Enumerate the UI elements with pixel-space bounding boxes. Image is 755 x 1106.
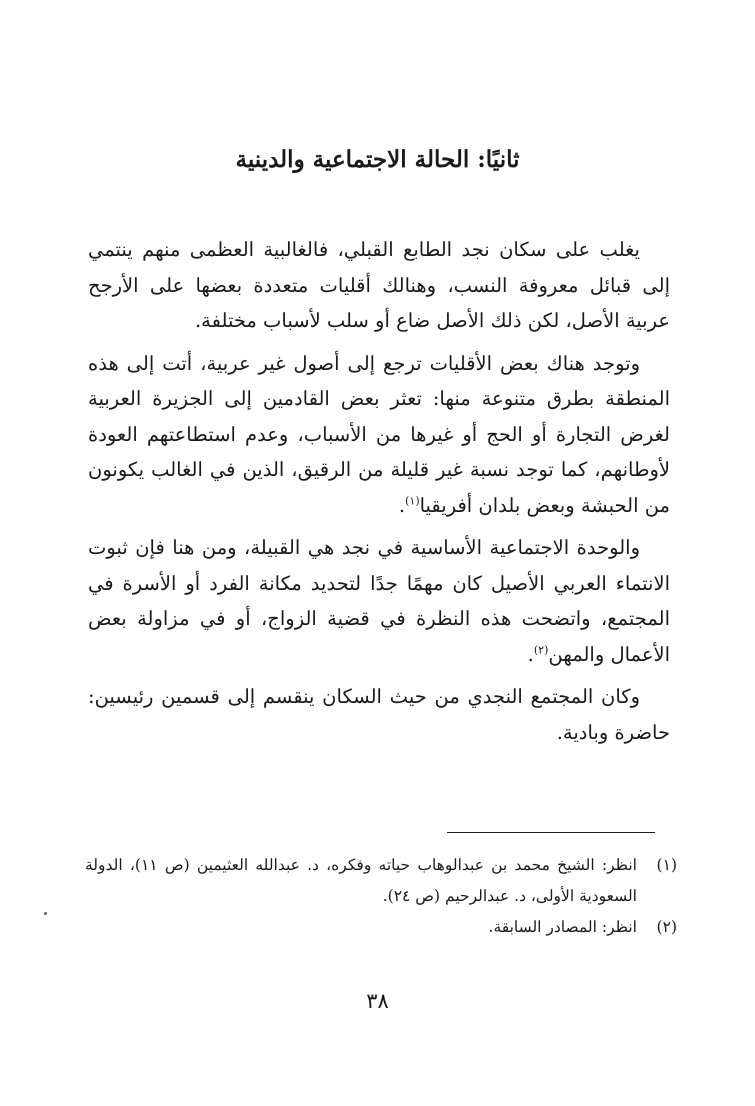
paragraph-2-tail: .	[398, 493, 406, 517]
footnote-2-text: انظر: المصادر السابقة.	[488, 918, 637, 936]
footnote-1-number: (١)	[656, 856, 677, 874]
footnote-separator	[447, 832, 655, 833]
paragraph-2	[88, 346, 670, 524]
footnote-2	[85, 912, 677, 943]
paragraph-4	[88, 679, 670, 750]
footnote-marker-1[interactable]: (١)	[405, 494, 420, 507]
body-text	[88, 232, 670, 757]
footnote-1-text: انظر: الشيخ محمد بن عبدالوهاب حياته وفكره، د. عبدالله العثيمين (ص ١١)، الدولة السعودية الأولى، د. عبدالرحيم (ص ٢٤).	[85, 856, 637, 905]
paragraph-2-text: وتوجد هناك بعض الأقليات ترجع إلى أصول غير عربية، أتت إلى هذه المنطقة بطرق متنوعة منها: تعثر بعض القادمين إلى الجزيرة العربية لغرض التجارة أو الحج أو غيرها من الأسباب، وعدم استطاعتهم العودة لأوطانهم، كما توجد نسبة غير قليلة من الرقيق، الذين في الغالب يكونون من الحبشة وبعض بلدان أفريقيا	[88, 351, 670, 517]
paragraph-3-tail: .	[527, 642, 534, 666]
paragraph-4-text: وكان المجتمع النجدي من حيث السكان ينقسم إلى قسمين رئيسين: حاضرة وبادية.	[88, 685, 670, 744]
footnote-1	[85, 850, 677, 912]
paragraph-3-text: والوحدة الاجتماعية الأساسية في نجد هي القبيلة، ومن هنا فإن ثبوت الانتماء العربي الأصيل كان مهمًا جدًا لتحديد مكانة الفرد أو الأسرة في المجتمع، واتضحت هذه النظرة في قضية الزواج، أو في مزاولة بعض الأعمال والمهن	[88, 536, 670, 666]
footnotes	[85, 850, 677, 943]
footnote-marker-2[interactable]: (٢)	[533, 643, 549, 656]
paragraph-1-text: يغلب على سكان نجد الطابع القبلي، فالغالبية العظمى منهم ينتمي إلى قبائل معروفة النسب، وهنالك أقليات متعددة بعضها على الأرجح عربية الأصل، لكن ذلك الأصل ضاع أو سلب لأسباب مختلفة.	[88, 238, 670, 332]
scan-speck	[44, 912, 47, 915]
paragraph-1	[88, 232, 670, 339]
footnote-2-number: (٢)	[656, 918, 677, 936]
page-number: ٣٨	[366, 989, 389, 1013]
section-heading: ثانيًا: الحالة الاجتماعية والدينية	[235, 146, 520, 173]
paragraph-3	[88, 530, 670, 672]
